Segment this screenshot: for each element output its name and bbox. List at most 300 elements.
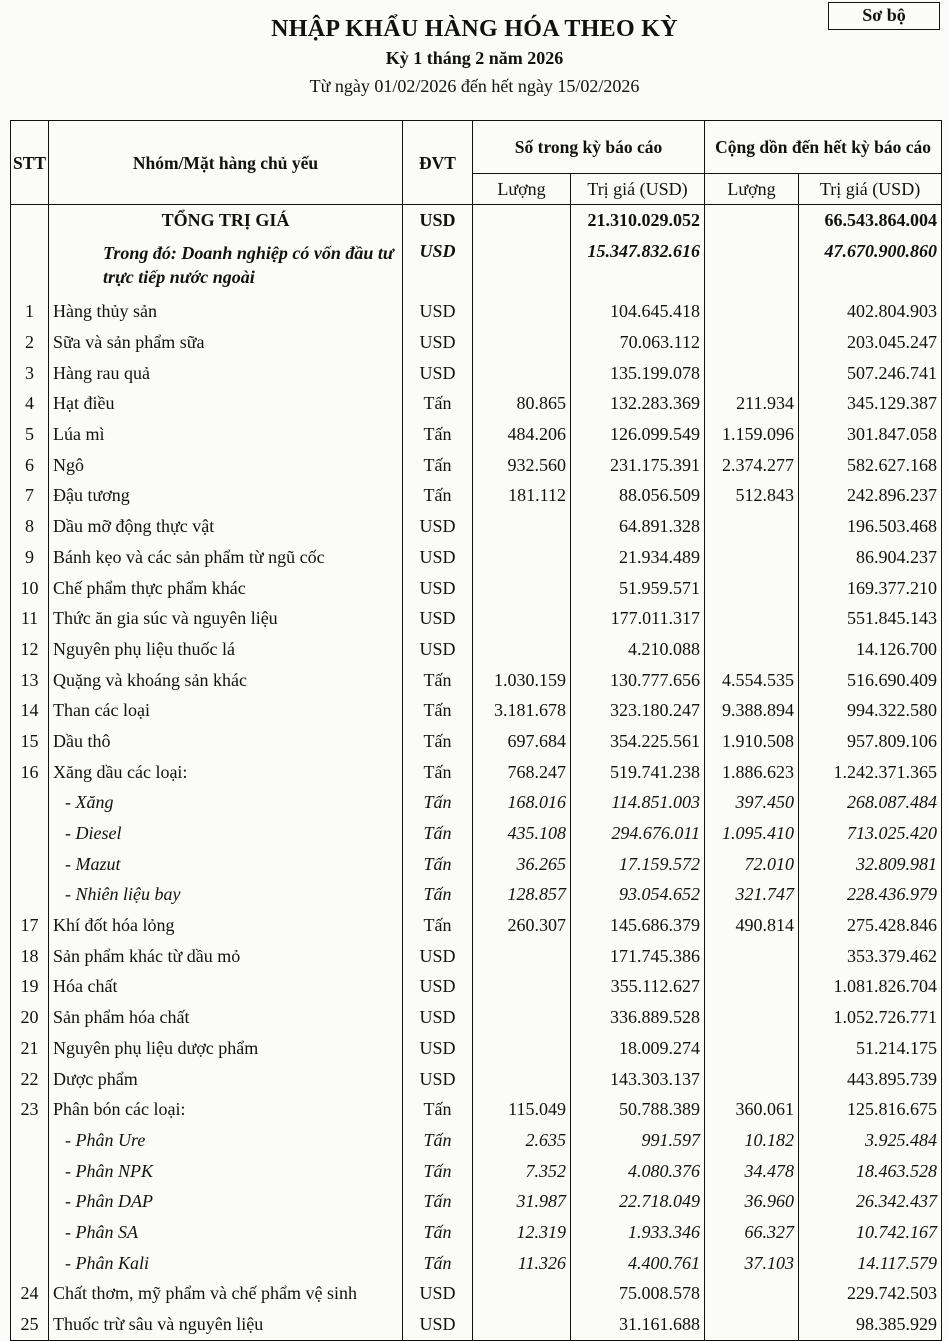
row-cum-value: 345.129.387 (799, 389, 942, 420)
row-stt (11, 1248, 49, 1279)
row-name: Dược phẩm (49, 1064, 403, 1095)
row-stt (11, 1217, 49, 1248)
fdi-row (11, 237, 942, 297)
row-value: 354.225.561 (571, 726, 705, 757)
row-cum-qty: 512.843 (705, 481, 799, 512)
row-unit: USD (403, 573, 473, 604)
row-qty: 31.987 (473, 1186, 571, 1217)
row-qty (473, 1064, 571, 1095)
sub-item-row (11, 1217, 942, 1248)
row-cum-qty (705, 634, 799, 665)
table-row (11, 481, 942, 512)
row-name: - Phân NPK (49, 1156, 403, 1187)
row-unit: USD (403, 205, 473, 237)
row-cum-value: 14.117.579 (799, 1248, 942, 1279)
row-value: 130.777.656 (571, 665, 705, 696)
sub-item-row (11, 1186, 942, 1217)
row-qty: 435.108 (473, 818, 571, 849)
row-stt: 5 (11, 419, 49, 450)
row-cum-value: 268.087.484 (799, 788, 942, 819)
row-stt: 13 (11, 665, 49, 696)
table-row (11, 941, 942, 972)
row-stt: 22 (11, 1064, 49, 1095)
row-cum-value: 203.045.247 (799, 327, 942, 358)
row-cum-qty: 4.554.535 (705, 665, 799, 696)
sub-item-row (11, 1248, 942, 1279)
row-unit: Tấn (403, 1248, 473, 1279)
header-unit: ĐVT (403, 121, 473, 205)
row-qty: 115.049 (473, 1094, 571, 1125)
row-qty: 697.684 (473, 726, 571, 757)
header-period-group: Số trong kỳ báo cáo (473, 121, 705, 174)
row-unit: Tấn (403, 389, 473, 420)
table-row (11, 726, 942, 757)
table-row (11, 1309, 942, 1340)
sub-item-row (11, 880, 942, 911)
row-cum-value: 86.904.237 (799, 542, 942, 573)
row-stt: 20 (11, 1002, 49, 1033)
row-cum-qty: 1.095.410 (705, 818, 799, 849)
sub-item-row (11, 1125, 942, 1156)
row-unit: USD (403, 634, 473, 665)
header-group: Nhóm/Mặt hàng chủ yếu (49, 121, 403, 205)
row-unit: Tấn (403, 1094, 473, 1125)
table-row (11, 972, 942, 1003)
row-name: - Phân DAP (49, 1186, 403, 1217)
row-stt: 6 (11, 450, 49, 481)
row-qty: 36.265 (473, 849, 571, 880)
row-name: Quặng và khoáng sản khác (49, 665, 403, 696)
row-qty (473, 542, 571, 573)
row-name: Sữa và sản phẩm sữa (49, 327, 403, 358)
row-stt (11, 880, 49, 911)
row-name: - Xăng (49, 788, 403, 819)
row-unit: USD (403, 1033, 473, 1064)
row-unit: USD (403, 1064, 473, 1095)
row-stt: 9 (11, 542, 49, 573)
row-cum-value: 353.379.462 (799, 941, 942, 972)
row-qty (473, 1279, 571, 1310)
row-cum-value: 994.322.580 (799, 695, 942, 726)
preliminary-badge: Sơ bộ (828, 2, 940, 30)
row-value: 171.745.386 (571, 941, 705, 972)
row-unit: USD (403, 1279, 473, 1310)
row-name: - Phân Kali (49, 1248, 403, 1279)
row-value: 991.597 (571, 1125, 705, 1156)
row-unit: USD (403, 327, 473, 358)
row-qty (473, 1002, 571, 1033)
row-name: Sản phẩm hóa chất (49, 1002, 403, 1033)
row-cum-qty (705, 542, 799, 573)
table-row (11, 665, 942, 696)
sub-item-row (11, 1156, 942, 1187)
row-cum-qty (705, 972, 799, 1003)
row-name: TỔNG TRỊ GIÁ (49, 205, 403, 237)
table-row (11, 327, 942, 358)
row-cum-value: 1.052.726.771 (799, 1002, 942, 1033)
row-stt (11, 788, 49, 819)
row-qty: 11.326 (473, 1248, 571, 1279)
row-name: Khí đốt hóa lỏng (49, 910, 403, 941)
row-unit: USD (403, 358, 473, 389)
row-name: Hàng rau quả (49, 358, 403, 389)
row-cum-value: 32.809.981 (799, 849, 942, 880)
row-cum-qty (705, 511, 799, 542)
row-qty: 7.352 (473, 1156, 571, 1187)
row-value: 145.686.379 (571, 910, 705, 941)
row-cum-value: 98.385.929 (799, 1309, 942, 1340)
row-value: 70.063.112 (571, 327, 705, 358)
row-stt (11, 1156, 49, 1187)
row-qty (473, 603, 571, 634)
row-stt: 1 (11, 297, 49, 328)
row-name: Nguyên phụ liệu thuốc lá (49, 634, 403, 665)
row-qty (473, 573, 571, 604)
row-stt: 15 (11, 726, 49, 757)
row-cum-qty: 321.747 (705, 880, 799, 911)
table-row (11, 297, 942, 328)
row-name: - Nhiên liệu bay (49, 880, 403, 911)
row-cum-qty: 360.061 (705, 1094, 799, 1125)
row-value: 18.009.274 (571, 1033, 705, 1064)
row-stt (11, 1125, 49, 1156)
row-value: 323.180.247 (571, 695, 705, 726)
total-row (11, 205, 942, 237)
table-row (11, 1064, 942, 1095)
row-name: Dầu mỡ động thực vật (49, 511, 403, 542)
row-name: - Diesel (49, 818, 403, 849)
header-stt: STT (11, 121, 49, 205)
row-value: 31.161.688 (571, 1309, 705, 1340)
row-name: - Mazut (49, 849, 403, 880)
row-value: 231.175.391 (571, 450, 705, 481)
row-value: 4.400.761 (571, 1248, 705, 1279)
row-value: 4.210.088 (571, 634, 705, 665)
table-row (11, 1033, 942, 1064)
row-qty: 168.016 (473, 788, 571, 819)
table-row (11, 542, 942, 573)
row-cum-qty: 36.960 (705, 1186, 799, 1217)
row-name: Chất thơm, mỹ phẩm và chế phẩm vệ sinh (49, 1279, 403, 1310)
row-name: Thức ăn gia súc và nguyên liệu (49, 603, 403, 634)
row-cum-value: 275.428.846 (799, 910, 942, 941)
table-row (11, 757, 942, 788)
row-value: 336.889.528 (571, 1002, 705, 1033)
row-cum-value: 443.895.739 (799, 1064, 942, 1095)
row-cum-value: 196.503.468 (799, 511, 942, 542)
header-cum-qty: Lượng (705, 174, 799, 205)
row-cum-qty (705, 1002, 799, 1033)
row-cum-qty: 211.934 (705, 389, 799, 420)
row-cum-qty (705, 603, 799, 634)
row-name: Phân bón các loại: (49, 1094, 403, 1125)
row-cum-value: 957.809.106 (799, 726, 942, 757)
row-unit: USD (403, 972, 473, 1003)
row-value: 93.054.652 (571, 880, 705, 911)
row-cum-value: 228.436.979 (799, 880, 942, 911)
table-row (11, 695, 942, 726)
row-cum-qty (705, 327, 799, 358)
row-unit: Tấn (403, 1156, 473, 1187)
row-name: Dầu thô (49, 726, 403, 757)
row-name: Hạt điều (49, 389, 403, 420)
row-unit: Tấn (403, 788, 473, 819)
row-cum-value: 516.690.409 (799, 665, 942, 696)
row-cum-value: 402.804.903 (799, 297, 942, 328)
row-name: Hóa chất (49, 972, 403, 1003)
import-table (10, 120, 942, 1341)
table-row (11, 511, 942, 542)
table-row (11, 419, 942, 450)
row-cum-value: 713.025.420 (799, 818, 942, 849)
row-unit: USD (403, 1309, 473, 1340)
row-qty (473, 237, 571, 297)
row-value: 51.959.571 (571, 573, 705, 604)
row-value: 4.080.376 (571, 1156, 705, 1187)
row-unit: Tấn (403, 695, 473, 726)
row-value: 15.347.832.616 (571, 237, 705, 297)
row-stt (11, 237, 49, 297)
row-qty: 181.112 (473, 481, 571, 512)
row-cum-qty (705, 237, 799, 297)
row-cum-qty (705, 1064, 799, 1095)
row-cum-value: 1.081.826.704 (799, 972, 942, 1003)
row-cum-value: 10.742.167 (799, 1217, 942, 1248)
row-cum-value: 3.925.484 (799, 1125, 942, 1156)
row-unit: Tấn (403, 818, 473, 849)
row-stt: 7 (11, 481, 49, 512)
row-stt: 14 (11, 695, 49, 726)
row-stt: 18 (11, 941, 49, 972)
row-value: 104.645.418 (571, 297, 705, 328)
period-subtitle: Kỳ 1 tháng 2 năm 2026 (385, 48, 564, 68)
row-cum-qty (705, 573, 799, 604)
row-qty (473, 972, 571, 1003)
row-value: 177.011.317 (571, 603, 705, 634)
row-stt: 4 (11, 389, 49, 420)
row-name: Chế phẩm thực phẩm khác (49, 573, 403, 604)
row-unit: Tấn (403, 910, 473, 941)
row-qty (473, 1033, 571, 1064)
row-unit: Tấn (403, 665, 473, 696)
row-stt (11, 205, 49, 237)
row-stt: 10 (11, 573, 49, 604)
table-row (11, 1279, 942, 1310)
row-stt (11, 1186, 49, 1217)
date-range: Từ ngày 01/02/2026 đến hết ngày 15/02/2026 (309, 76, 640, 96)
table-row (11, 1094, 942, 1125)
row-value: 88.056.509 (571, 481, 705, 512)
table-row (11, 1002, 942, 1033)
row-unit: Tấn (403, 849, 473, 880)
sub-item-row (11, 818, 942, 849)
table-row (11, 450, 942, 481)
row-value: 135.199.078 (571, 358, 705, 389)
row-stt: 19 (11, 972, 49, 1003)
row-qty: 12.319 (473, 1217, 571, 1248)
table-row (11, 389, 942, 420)
row-name: Sản phẩm khác từ dầu mỏ (49, 941, 403, 972)
header-cum-value: Trị giá (USD) (799, 174, 942, 205)
row-name: Đậu tương (49, 481, 403, 512)
row-cum-qty: 490.814 (705, 910, 799, 941)
row-qty (473, 634, 571, 665)
header-cumulative-group: Cộng dồn đến hết kỳ báo cáo (705, 121, 942, 174)
row-unit: USD (403, 237, 473, 297)
row-qty (473, 327, 571, 358)
row-cum-qty (705, 1309, 799, 1340)
row-stt: 23 (11, 1094, 49, 1125)
row-qty (473, 1309, 571, 1340)
row-cum-qty: 1.910.508 (705, 726, 799, 757)
row-qty (473, 941, 571, 972)
row-name: - Phân Ure (49, 1125, 403, 1156)
row-unit: Tấn (403, 1217, 473, 1248)
row-stt: 21 (11, 1033, 49, 1064)
row-unit: Tấn (403, 1125, 473, 1156)
row-unit: Tấn (403, 726, 473, 757)
row-cum-qty: 2.374.277 (705, 450, 799, 481)
row-name: Ngô (49, 450, 403, 481)
row-name: Xăng dầu các loại: (49, 757, 403, 788)
row-qty: 2.635 (473, 1125, 571, 1156)
page-title: NHẬP KHẨU HÀNG HÓA THEO KỲ (271, 16, 678, 42)
row-value: 355.112.627 (571, 972, 705, 1003)
row-value: 143.303.137 (571, 1064, 705, 1095)
row-stt (11, 818, 49, 849)
row-value: 22.718.049 (571, 1186, 705, 1217)
row-cum-value: 47.670.900.860 (799, 237, 942, 297)
row-stt: 17 (11, 910, 49, 941)
row-qty (473, 205, 571, 237)
row-cum-value: 51.214.175 (799, 1033, 942, 1064)
row-unit: USD (403, 511, 473, 542)
row-unit: USD (403, 297, 473, 328)
row-cum-qty: 397.450 (705, 788, 799, 819)
row-cum-qty (705, 1279, 799, 1310)
row-value: 294.676.011 (571, 818, 705, 849)
row-name: Trong đó: Doanh nghiệp có vốn đầu tư trực tiếp nước ngoài (49, 237, 403, 297)
row-cum-value: 125.816.675 (799, 1094, 942, 1125)
row-cum-qty: 37.103 (705, 1248, 799, 1279)
header-value: Trị giá (USD) (571, 174, 705, 205)
row-qty: 128.857 (473, 880, 571, 911)
row-value: 75.008.578 (571, 1279, 705, 1310)
row-value: 21.934.489 (571, 542, 705, 573)
row-cum-qty: 10.182 (705, 1125, 799, 1156)
row-qty (473, 358, 571, 389)
row-cum-qty: 9.388.894 (705, 695, 799, 726)
row-unit: USD (403, 603, 473, 634)
sub-item-row (11, 788, 942, 819)
row-qty: 484.206 (473, 419, 571, 450)
row-stt: 8 (11, 511, 49, 542)
row-cum-value: 26.342.437 (799, 1186, 942, 1217)
row-qty: 932.560 (473, 450, 571, 481)
sub-item-row (11, 849, 942, 880)
row-cum-qty (705, 1033, 799, 1064)
row-cum-qty: 1.159.096 (705, 419, 799, 450)
row-cum-value: 242.896.237 (799, 481, 942, 512)
table-row (11, 910, 942, 941)
row-stt: 12 (11, 634, 49, 665)
row-value: 126.099.549 (571, 419, 705, 450)
row-cum-value: 507.246.741 (799, 358, 942, 389)
row-name: Than các loại (49, 695, 403, 726)
row-value: 1.933.346 (571, 1217, 705, 1248)
row-qty (473, 511, 571, 542)
row-qty: 80.865 (473, 389, 571, 420)
row-unit: Tấn (403, 450, 473, 481)
table-body (11, 205, 942, 1341)
table-row (11, 634, 942, 665)
row-unit: USD (403, 542, 473, 573)
row-stt: 16 (11, 757, 49, 788)
row-unit: USD (403, 941, 473, 972)
row-cum-value: 1.242.371.365 (799, 757, 942, 788)
row-stt: 3 (11, 358, 49, 389)
row-value: 114.851.003 (571, 788, 705, 819)
row-cum-value: 169.377.210 (799, 573, 942, 604)
row-cum-qty: 1.886.623 (705, 757, 799, 788)
header-qty: Lượng (473, 174, 571, 205)
row-cum-qty: 66.327 (705, 1217, 799, 1248)
table-row (11, 573, 942, 604)
row-cum-value: 14.126.700 (799, 634, 942, 665)
row-name: Hàng thủy sản (49, 297, 403, 328)
row-stt (11, 849, 49, 880)
row-cum-value: 301.847.058 (799, 419, 942, 450)
row-cum-qty (705, 297, 799, 328)
row-cum-qty (705, 358, 799, 389)
row-value: 519.741.238 (571, 757, 705, 788)
row-unit: Tấn (403, 1186, 473, 1217)
row-stt: 24 (11, 1279, 49, 1310)
row-value: 132.283.369 (571, 389, 705, 420)
row-name: Bánh kẹo và các sản phẩm từ ngũ cốc (49, 542, 403, 573)
row-value: 50.788.389 (571, 1094, 705, 1125)
row-unit: Tấn (403, 481, 473, 512)
row-qty: 3.181.678 (473, 695, 571, 726)
row-stt: 11 (11, 603, 49, 634)
row-cum-value: 229.742.503 (799, 1279, 942, 1310)
row-name: Nguyên phụ liệu dược phẩm (49, 1033, 403, 1064)
row-cum-qty (705, 941, 799, 972)
row-cum-qty: 34.478 (705, 1156, 799, 1187)
row-stt: 2 (11, 327, 49, 358)
table-row (11, 603, 942, 634)
row-cum-value: 551.845.143 (799, 603, 942, 634)
row-qty: 1.030.159 (473, 665, 571, 696)
row-qty: 260.307 (473, 910, 571, 941)
row-cum-qty: 72.010 (705, 849, 799, 880)
row-cum-qty (705, 205, 799, 237)
row-unit: Tấn (403, 757, 473, 788)
row-qty (473, 297, 571, 328)
row-cum-value: 582.627.168 (799, 450, 942, 481)
row-cum-value: 18.463.528 (799, 1156, 942, 1187)
row-unit: Tấn (403, 419, 473, 450)
row-unit: USD (403, 1002, 473, 1033)
row-name: Lúa mì (49, 419, 403, 450)
row-value: 21.310.029.052 (571, 205, 705, 237)
row-name: Thuốc trừ sâu và nguyên liệu (49, 1309, 403, 1340)
row-qty: 768.247 (473, 757, 571, 788)
row-value: 64.891.328 (571, 511, 705, 542)
row-unit: Tấn (403, 880, 473, 911)
table-row (11, 358, 942, 389)
row-value: 17.159.572 (571, 849, 705, 880)
